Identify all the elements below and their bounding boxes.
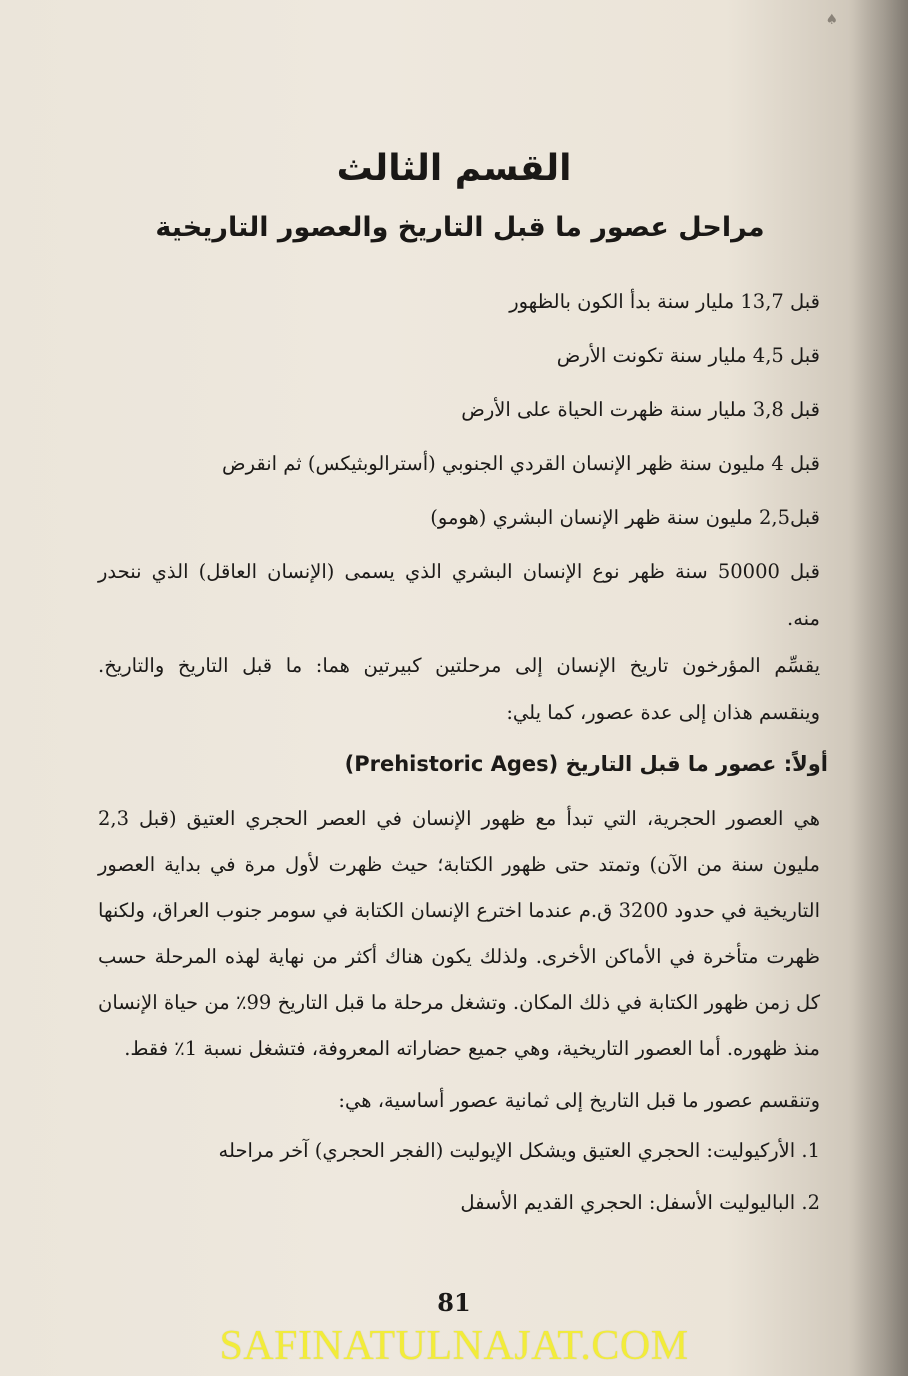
list-item: 2. الباليوليت الأسفل: الحجري القديم الأسفل (460, 1191, 820, 1214)
timeline-line: قبل 3,8 مليار سنة ظهرت الحياة على الأرض (461, 398, 820, 421)
paragraph-line: ظهرت متأخرة في الأماكن الأخرى. ولذلك يكون هناك أكثر من نهاية لهذه المرحلة حسب (98, 945, 820, 968)
watermark: SAFINATULNAJAT.COM (219, 1323, 689, 1369)
page-number: 81 (437, 1288, 471, 1317)
paragraph-line: التاريخية في حدود 3200 ق.م عندما اخترع الإنسان الكتابة في سومر جنوب العراق، ولكنها (98, 899, 821, 922)
timeline-line: قبل 50000 سنة ظهر نوع الإنسان البشري الذي يسمى (الإنسان العاقل) الذي ننحدر (98, 560, 820, 583)
timeline-line: منه. (787, 607, 820, 630)
timeline-line: قبل 4 مليون سنة ظهر الإنسان القردي الجنوبي (أسترالوبثيكس) ثم انقرض (222, 452, 820, 475)
paragraph-line: كل زمن ظهور الكتابة في ذلك المكان. وتشغل مرحلة ما قبل التاريخ 99٪ من حياة الإنسان (98, 991, 821, 1014)
paragraph-line: هي العصور الحجرية، التي تبدأ مع ظهور الإنسان في العصر الحجري العتيق (قبل 2,3 (98, 807, 820, 830)
paragraph-line: منذ ظهوره. أما العصور التاريخية، وهي جميع حضاراته المعروفة، فتشغل نسبة 1٪ فقط. (124, 1037, 820, 1060)
paragraph-line: مليون سنة من الآن) وتمتد حتى ظهور الكتابة؛ حيث ظهرت لأول مرة في بداية العصور (98, 853, 820, 876)
spine-shadow (848, 0, 908, 1376)
timeline-line: قبل 13,7 مليار سنة بدأ الكون بالظهور (509, 290, 820, 313)
intro-line: يقسِّم المؤرخون تاريخ الإنسان إلى مرحلتين كبيرتين هما: ما قبل التاريخ والتاريخ. (98, 654, 820, 677)
timeline-line: قبل 4,5 مليار سنة تكونت الأرض (556, 344, 820, 367)
intro-line: وينقسم هذان إلى عدة عصور، كما يلي: (506, 701, 820, 724)
list-item: 1. الأركيوليت: الحجري العتيق ويشكل الإيوليت (الفجر الحجري) آخر مراحله (218, 1139, 820, 1162)
corner-mark: ♠ (825, 12, 838, 28)
section-title: القسم الثالث (336, 148, 572, 189)
section-subtitle: مراحل عصور ما قبل التاريخ والعصور التاريخية (155, 212, 765, 243)
timeline-line: قبل2,5 مليون سنة ظهر الإنسان البشري (هومو) (430, 506, 820, 529)
section-heading: أولاً: عصور ما قبل التاريخ (Prehistoric Ages) (344, 752, 828, 776)
list-intro: وتنقسم عصور ما قبل التاريخ إلى ثمانية عصور أساسية، هي: (338, 1089, 820, 1112)
